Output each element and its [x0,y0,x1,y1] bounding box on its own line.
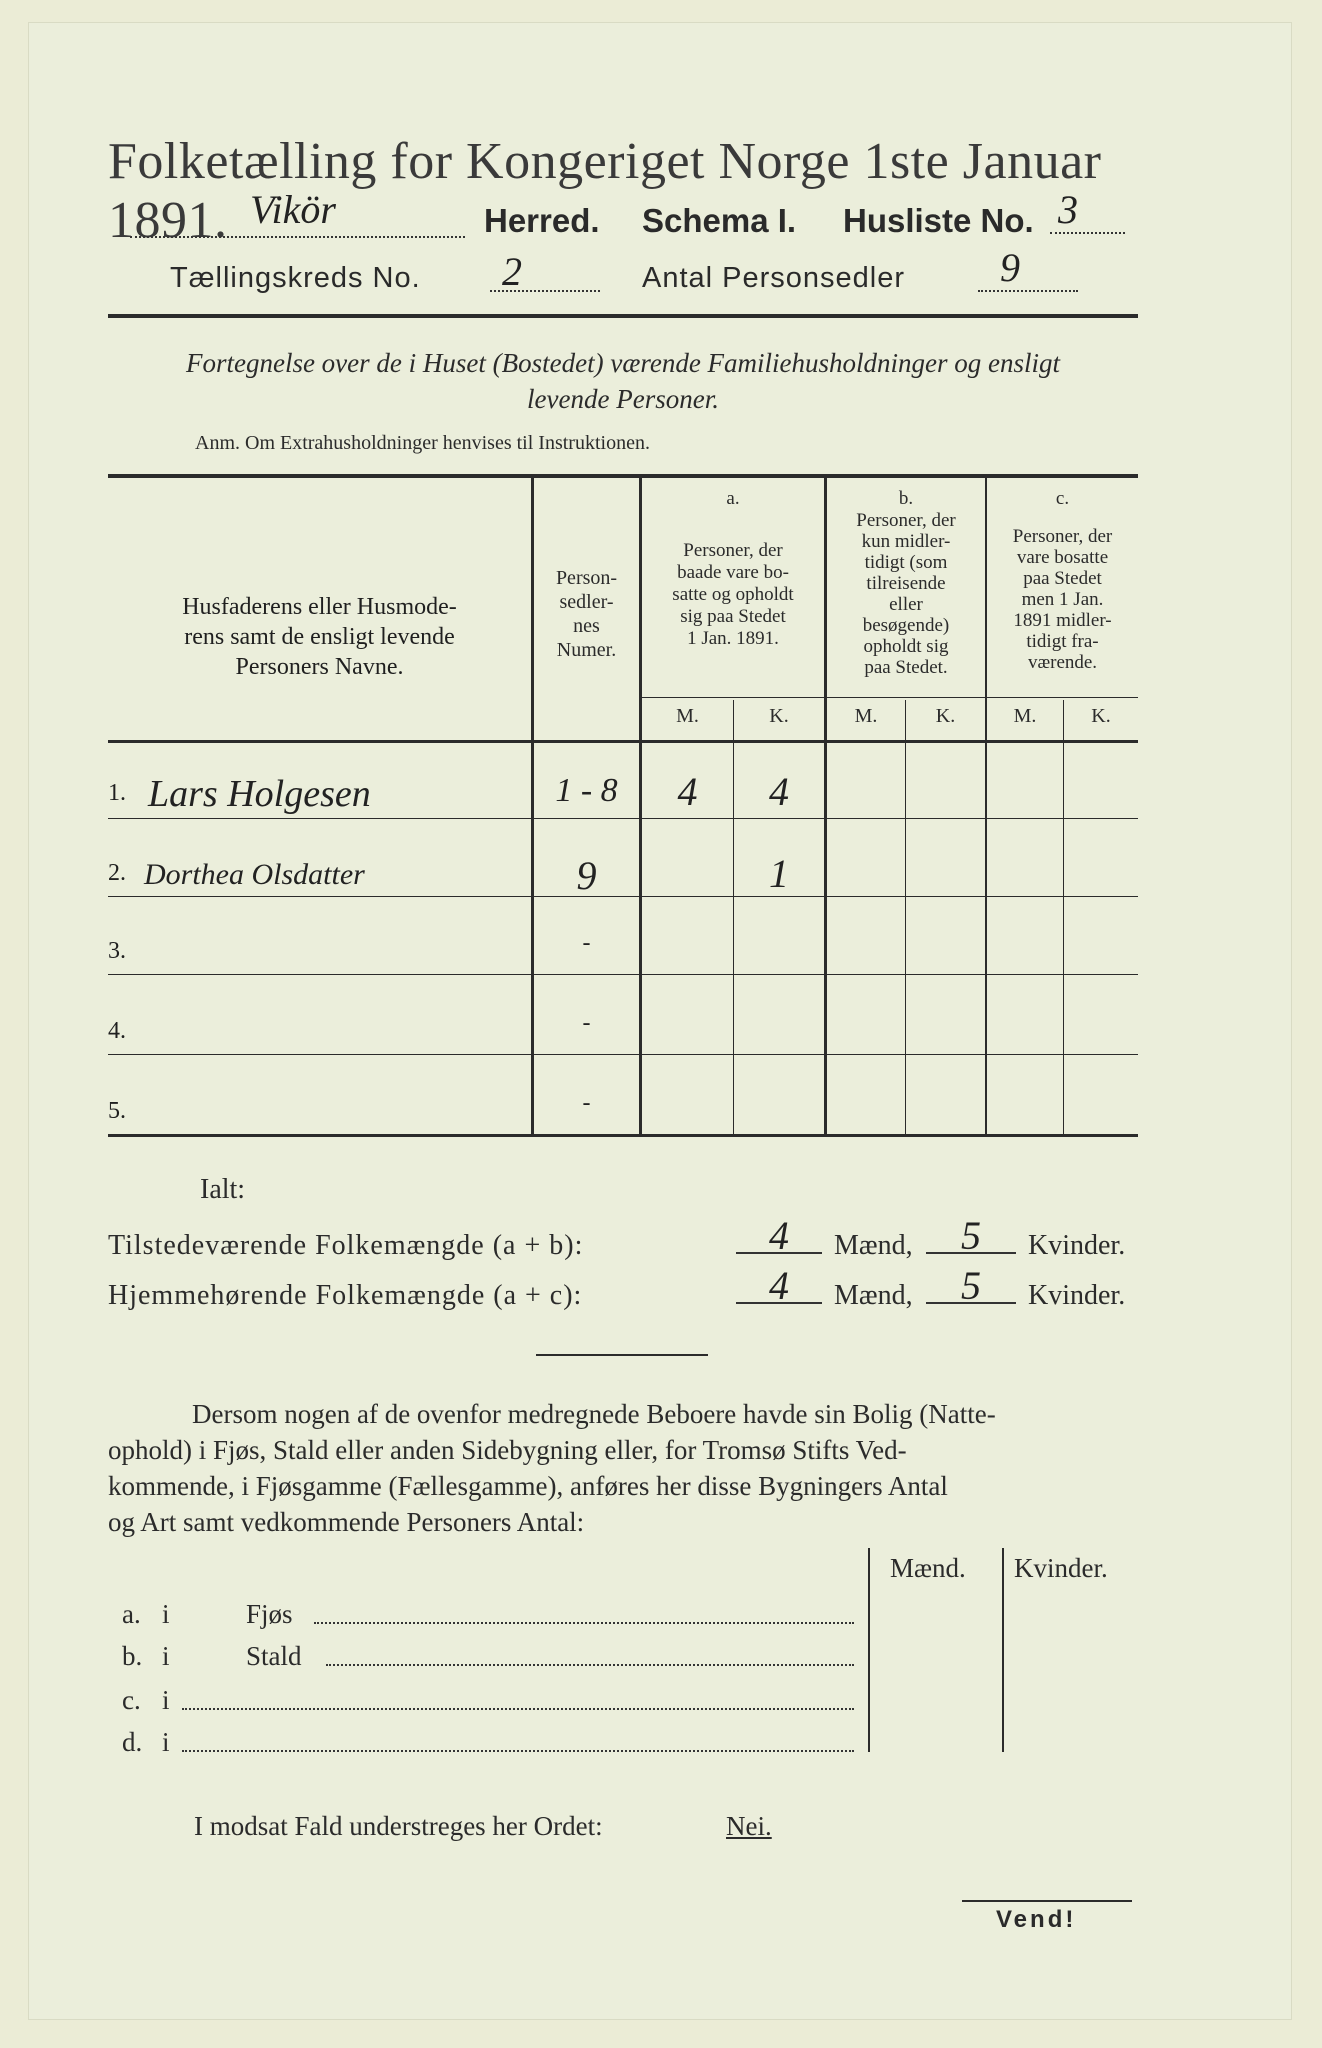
col-c-letter: c. [1055,488,1070,509]
col-b-line: tilreisende [866,573,946,594]
col-c-line: vare bosatte [1016,547,1109,568]
col-c-line: Personer, der [1012,526,1113,547]
col-b-line: tidigt (som [864,552,948,573]
row-numer: - [582,1090,591,1116]
row-numer: 1 - 8 [555,772,618,809]
col-c-line: værende. [1027,652,1098,673]
col-a-line: 1 Jan. 1891. [687,628,779,649]
row-number: 3. [108,938,126,964]
col-a-line: sig paa Stedet [680,606,786,627]
divider-c-mk [1063,700,1064,1134]
intro-line-1: Fortegnelse over de i Huset (Bostedet) værende Familiehusholdninger og ensligt [185,348,1061,378]
col-name-line: Personers Navne. [235,654,404,680]
col-numer-header [534,566,639,662]
item-letter: d. [122,1727,143,1757]
item-letter: a. [122,1599,141,1629]
item-i: i [162,1641,170,1671]
col-c-header [987,526,1138,673]
herred-label: Herred. [484,202,600,239]
table-header-bottom [108,740,1138,743]
hjemme-k-value: 5 [961,1263,981,1308]
col-name-line: rens samt de ensligt levende [184,624,455,650]
census-form-page [28,22,1292,2020]
nei-prefix: I modsat Fald understreges her Ordet: [194,1811,603,1841]
row-number: 5. [108,1098,126,1124]
row-number: 2. [108,860,126,886]
schema-label: Schema I. [642,202,797,239]
paragraph-line: ophold) i Fjøs, Stald eller anden Sidebygning eller, for Tromsø Stifts Ved- [108,1435,907,1465]
a-k-header: K. [769,705,789,727]
col-name-line: Husfaderens eller Husmode- [182,594,457,620]
col-b-line: opholdt sig [863,636,949,657]
item-label: Stald [246,1641,302,1671]
col-b-letter: b. [898,488,914,509]
item-fill-line [326,1646,854,1666]
col-c-line: men 1 Jan. [1021,589,1104,610]
section-divider [536,1354,708,1356]
col-b-line: Personer, der [856,510,956,531]
personsedler-value: 9 [1000,245,1020,290]
col-name-header [112,592,527,682]
col-b-line: kun midler- [861,531,951,552]
building-maend-header: Mænd. [890,1553,966,1583]
row-a-m: 4 [677,769,698,814]
row-numer: 9 [576,853,597,898]
col-b-line: paa Stedet. [864,657,948,678]
paragraph-line: Dersom nogen af de ovenfor medregnede Beboere havde sin Bolig (Natte- [192,1399,996,1429]
c-k-header: K. [1091,705,1111,727]
row-name: Dorthea Olsdatter [144,858,365,891]
a-m-header: M. [676,705,699,727]
col-numer-line: Numer. [556,639,617,661]
tilstede-label: Tilstedeværende Folkemængde (a + b): [108,1230,584,1261]
b-m-header: M. [854,705,878,727]
divider-a-mk [733,700,734,1134]
header-divider [108,314,1138,318]
vend-line [962,1900,1132,1902]
row-numer: - [582,1010,591,1036]
row-number: 1. [108,780,126,806]
col-numer-line: sedler- [559,591,614,613]
item-label: Fjøs [246,1599,293,1629]
col-c-line: tidigt fra- [1026,631,1099,652]
tilstede-maend: Mænd, [834,1230,913,1261]
row-line [108,974,1138,975]
personsedler-label: Antal Personsedler [642,262,906,294]
row-name: Lars Holgesen [148,773,371,815]
col-a-header [642,540,824,650]
divider-b-mk [905,700,906,1134]
row-a-k: 4 [769,769,789,814]
item-i: i [162,1685,170,1715]
col-a-line: Personer, der [683,540,783,561]
husliste-value: 3 [1058,187,1078,232]
row-number: 4. [108,1018,126,1044]
form-title: Folketælling for Kongeriget Norge 1ste Januar 1891. [108,133,1102,249]
tilstede-kvinder: Kvinder. [1028,1230,1126,1261]
kreds-value: 2 [502,249,522,294]
husliste-label: Husliste No. [843,202,1034,239]
row-line [108,1054,1138,1055]
building-divider-right [1002,1548,1004,1752]
item-fill-line [182,1690,854,1710]
col-b-line: besøgende) [862,615,950,636]
col-b-header [827,510,985,678]
anm-note: Anm. Om Extrahusholdninger henvises til Instruktionen. [195,432,650,454]
table-top-border [108,474,1138,478]
item-i: i [162,1599,170,1629]
paragraph-line: og Art samt vedkommende Personers Antal: [108,1507,585,1537]
item-letter: b. [122,1641,143,1671]
building-paragraph [108,1396,1138,1540]
row-a-k: 1 [769,851,789,896]
hjemme-maend: Mænd, [834,1280,913,1311]
intro-line-2: levende Personer. [527,384,719,414]
col-c-line: 1891 midler- [1013,610,1112,631]
c-m-header: M. [1013,705,1037,727]
b-k-header: K. [935,705,956,727]
hjemme-m-value: 4 [769,1263,789,1308]
col-numer-line: Person- [555,567,618,589]
col-a-letter: a. [726,488,740,509]
row-numer: - [582,930,591,956]
vend-label: Vend! [996,1906,1077,1933]
col-a-line: satte og opholdt [672,584,794,605]
col-c-line: paa Stedet [1023,568,1102,589]
item-fill-line [182,1732,854,1752]
tilstede-m-value: 4 [769,1213,789,1258]
col-numer-line: nes [573,615,600,637]
building-divider-left [868,1548,870,1752]
table-bottom-border [108,1134,1138,1137]
item-letter: c. [122,1685,141,1715]
nei-word: Nei. [726,1811,772,1841]
building-kvinder-header: Kvinder. [1014,1553,1108,1583]
hjemme-label: Hjemmehørende Folkemængde (a + c): [108,1280,583,1311]
personsedler-field [978,270,1078,292]
item-fill-line [314,1604,854,1624]
ialt-label: Ialt: [200,1174,246,1205]
col-b-line: eller [889,594,923,615]
tilstede-k-value: 5 [961,1213,981,1258]
col-a-line: baade vare bo- [677,562,789,583]
hjemme-kvinder: Kvinder. [1028,1280,1126,1311]
herred-value: Vikör [250,187,336,232]
paragraph-line: kommende, i Fjøsgamme (Fællesgamme), anføres her disse Bygningers Antal [108,1471,948,1501]
mk-subheader-line [639,697,1138,698]
item-i: i [162,1727,170,1757]
row-line [108,818,1138,819]
kreds-label: Tællingskreds No. [170,262,421,294]
